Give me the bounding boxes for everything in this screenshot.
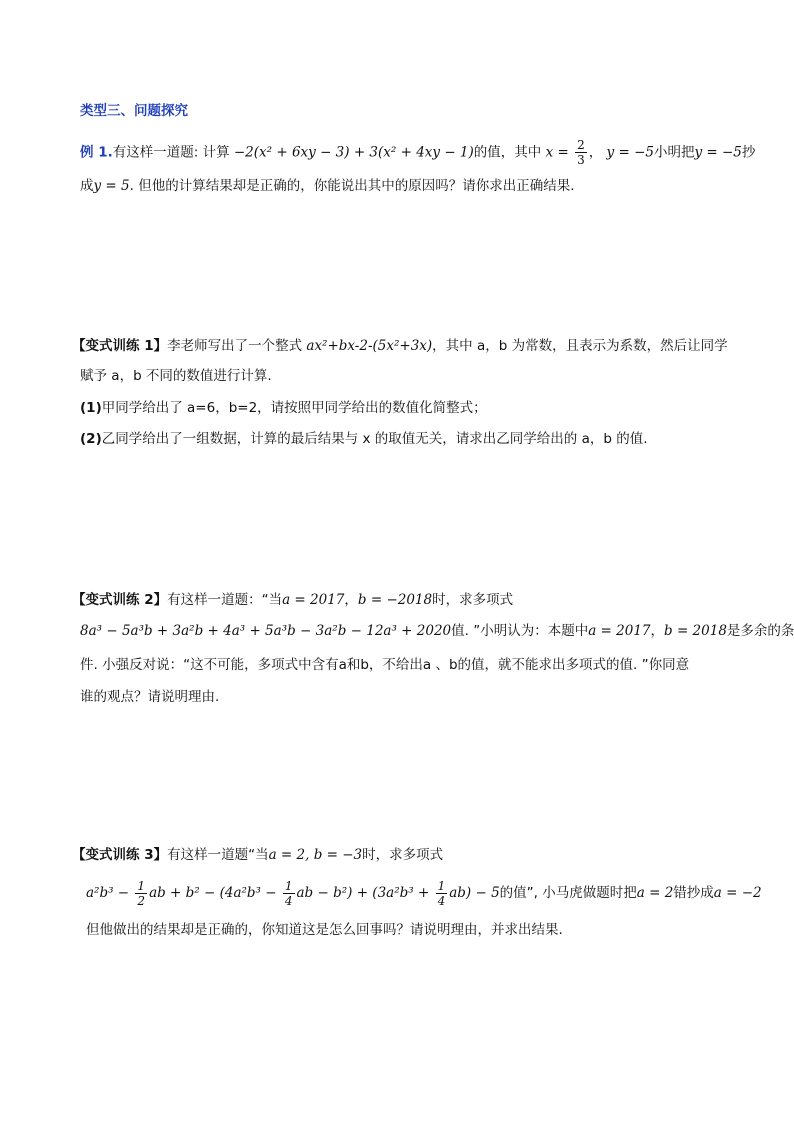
example1-text-end: . 但他的计算结果却是正确的，你能说出其中的原因吗？请你求出正确结果. (129, 178, 575, 194)
exercise1-question1 (80, 398, 487, 418)
example1-expression: −2(x² + 6xy − 3) + 3(x² + 4xy − 1) (233, 144, 474, 161)
exercise3-text-a: 有这样一道题“当 (167, 847, 269, 863)
example1-text-cheng: 成 (80, 178, 94, 194)
comma-2: ， (650, 623, 665, 639)
b-value: b = −2018 (357, 592, 433, 608)
exercise1-line2: 赋予 a，b 不同的数值进行计算. (80, 368, 272, 384)
exercise2-line3: 件. 小强反对说：“这不可能，多项式中含有a和b，不给出a 、b的值，就不能求出多项式的值. ”你同意 (80, 657, 690, 673)
exercise2-text-b: 时，求多项式 (432, 592, 514, 608)
a-value: a = 2017 (282, 592, 345, 608)
exercise3-line3: 但他做出的结果却是正确的，你知道这是怎么回事吗？请说明理由，并求出结果. (86, 922, 563, 938)
example1-text-ming: 小明把 (653, 144, 695, 161)
exercise2-line1 (72, 590, 513, 610)
exercise3-condition: a = 2, b = −3 (268, 847, 363, 863)
x-fraction-numerator: 2 (577, 138, 585, 152)
y-equals-3: y = 5 (93, 178, 130, 194)
question1-text: 甲同学给出了 a=6，b=2，请按照甲同学给出的数值化简整式； (101, 400, 487, 416)
exercise2-text-d: 是多余的条 (726, 623, 794, 639)
example1-line2 (80, 176, 575, 196)
exercise3-text-d: 错抄成 (673, 885, 714, 901)
x-fraction (575, 138, 587, 167)
section-title: 类型三、问题探究 (80, 103, 188, 119)
example1-text-b: 的值，其中 (473, 144, 542, 161)
question1-label: (1) (80, 400, 102, 416)
frac-half: $\frac{1}{2}$ (137, 879, 146, 908)
exercise1-line1 (72, 336, 728, 356)
y-equals-2: y = −5 (694, 144, 742, 161)
exercise1-label: 【变式训练 1】 (72, 338, 168, 354)
example1-text-chao: 抄 (741, 144, 756, 161)
frac-quarter-2: $\frac{1}{4}$ (437, 879, 446, 908)
exercise3-line1 (72, 845, 443, 865)
exercise2-text-a: 有这样一道题：“当 (167, 592, 283, 608)
a-wrong-value: a = −2 (713, 885, 762, 901)
exercise2-text-c: 值. ”小明认为：本题中 (451, 623, 589, 639)
question2-text: 乙同学给出了一组数据，计算的最后结果与 x 的取值无关，请求出乙同学给出的 a，b 的值. (101, 431, 648, 447)
a-value-2: a = 2017 (588, 623, 651, 639)
exercise2-polynomial: 8a³ − 5a³b + 3a²b + 4a³ + 5a³b − 3a²b − 12a³ + 2020 (80, 623, 452, 639)
b-value-2: b = 2018 (664, 623, 727, 639)
exercise1-polynomial: ax²+bx-2-(5x²+3x) (306, 338, 433, 354)
comma: ， (344, 592, 358, 608)
exercise2-line4: 谁的观点？请说明理由. (80, 689, 220, 705)
exercise1-text-b: ，其中 a，b 为常数，且表示为系数，然后让同学 (432, 338, 728, 354)
example1-label: 例 1. (80, 144, 113, 161)
exercise3-text-c: 的值”, 小马虎做题时把 (499, 885, 637, 901)
separator: ， (588, 144, 603, 161)
y-equals-1: y = −5 (606, 144, 654, 161)
exercise1-text-a: 李老师写出了一个整式 (167, 338, 303, 354)
exercise3-label: 【变式训练 3】 (72, 847, 168, 863)
question2-label: (2) (80, 431, 102, 447)
frac-quarter-1: $\frac{1}{4}$ (284, 879, 293, 908)
example1-line1 (80, 138, 755, 167)
example1-text: 有这样一道题: 计算 (112, 144, 230, 161)
exercise2-label: 【变式训练 2】 (72, 592, 168, 608)
exercise3-text-b: 时，求多项式 (362, 847, 444, 863)
exercise3-polynomial: a²b³ − $\frac{1}{2}$ ab + b² − (4a²b³ − $\frac{1}{4}$ ab − b²) + (3a²b³ + $\frac{1}{4}$ ab) − 5 (86, 879, 500, 908)
exercise3-line2 (86, 878, 762, 908)
exercise1-question2 (80, 429, 648, 449)
exercise2-line2 (80, 621, 794, 641)
x-equals: x = (545, 144, 569, 161)
x-fraction-denominator: 3 (577, 153, 585, 167)
a-right-value: a = 2 (636, 885, 674, 901)
